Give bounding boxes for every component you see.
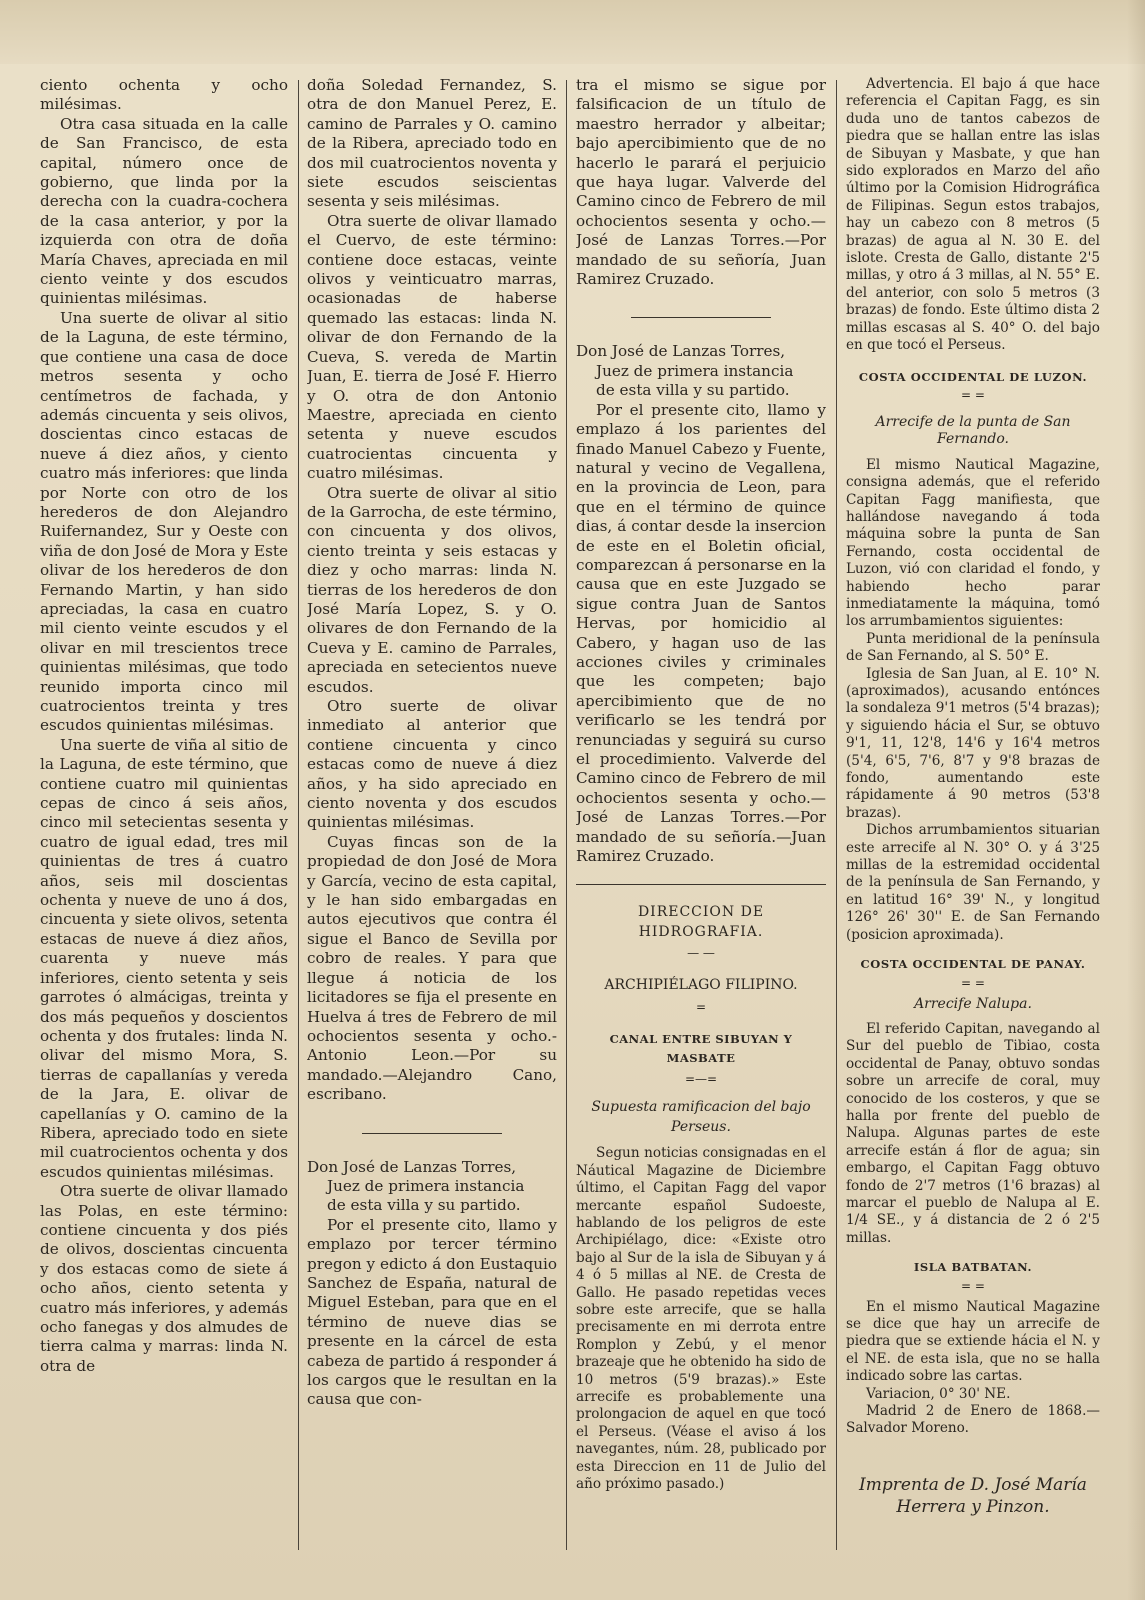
section-subheading: Arrecife Nalupa.: [914, 995, 1032, 1012]
top-margin: [0, 0, 1145, 64]
section-heading: ARCHIPIÉLAGO FILIPINO.: [604, 977, 798, 994]
imprint-line: Herrera y Pinzon.: [896, 1496, 1050, 1517]
paragraph: Madrid 2 de Enero de 1868.— Salvador Moreno.: [846, 1403, 1100, 1437]
separator-rule: [362, 1133, 502, 1134]
section-heading: COSTA OCCIDENTAL DE LUZON.: [858, 369, 1088, 384]
paragraph: tra el mismo se sigue por falsificacion de un título de maestro herrador y albeitar; bajo apercibimiento que de no hacerlo le parará el perjuicio que haya lugar. Valverde del Camino cinco de Febrero de mil ochocientos sesenta y ocho.—José de Lanzas Torres.—Por mandado de su señoría, Juan Ramirez Cruzado.: [576, 76, 826, 289]
column-rule: [298, 80, 299, 1550]
paragraph: Dichos arrumbamientos situarian este arrecife al N. 30° O. y á 3'25 millas de la estremidad occidental de la península de San Fernando, y en latitud 16° 39' N., y longitud 126° 26' 30'' E. de San Fernando (posicion aproximada).: [846, 822, 1100, 943]
edict-heading: de esta villa y su partido.: [596, 381, 790, 400]
section-subheading: Supuesta ramificacion del bajo Perseus.: [591, 1099, 811, 1135]
paragraph: En el mismo Nautical Magazine se dice que hay un arrecife de piedra que se extiende hácia el N. y el NE. de esta isla, que no se halla indicado sobre las cartas.: [846, 1298, 1100, 1385]
paragraph: Por el presente cito, llamo y emplazo á los parientes del finado Manuel Cabezo y Fuente, natural y vecino de Vegallena, en la provincia de Leon, para que en el término de quince dias, á contar desde la insercion de este en el Boletin oficial, comparezcan á personarse en la causa que en este Juzgado se sigue contra Juan de Santos Hervas, por homicidio al Cabero, y hagan uso de las acciones civiles y criminales que les competen; bajo apercibimiento que de no verificarlo se les tendrá por renunciadas y seguirá su curso el procedimiento. Valverde del Camino cinco de Febrero de mil ochocientos sesenta y ocho.—José de Lanzas Torres.—Por mandado de su señoría.—Juan Ramirez Cruzado.: [576, 400, 826, 866]
edict-heading: Don José de Lanzas Torres,: [307, 1157, 517, 1176]
paragraph: doña Soledad Fernandez, S. otra de don Manuel Perez, E. camino de Parrales y O. camino de la Ribera, apreciado todo en dos mil cuatrocientos noventa y siete escudos seiscientas sesenta y seis milésimas.: [307, 76, 557, 211]
paragraph: Otra suerte de olivar al sitio de la Garrocha, de este término, con cincuenta y dos olivos, ciento treinta y seis estacas y diez y ocho marras: linda N. tierras de los herederos de don José María Lopez, S. y O. olivares de don Fernando de la Cueva y E. camino de Parrales, apreciada en setecientos nueve escudos.: [307, 483, 557, 696]
paragraph: Por el presente cito, llamo y emplazo por tercer término pregon y edicto á don Eustaquio Sanchez de España, natural de Miguel Esteban, para que en el término de nueve dias se presente en la cárcel de esta cabeza de partido á responder á los cargos que le resultan en la causa que con-: [307, 1215, 557, 1409]
short-rule: — —: [687, 946, 715, 961]
page-edge-shadow: [1127, 0, 1145, 1600]
short-rule: = =: [961, 1278, 985, 1293]
column-rule: [566, 80, 567, 1550]
paragraph: Otra suerte de olivar llamado las Polas, en este término: contiene cincuenta y dos piés de olivos, doscientas cincuenta y dos estacas como de siete á ocho años, ciento setenta y cuatro más inferiores, y además ocho fanegas y dos almudes de tierra calma y marras: linda N. otra de: [40, 1182, 288, 1375]
paragraph: ciento ochenta y ocho milésimas.: [40, 76, 288, 114]
paragraph: Otra suerte de olivar llamado el Cuervo, de este término: contiene doce estacas, veinte olivos y veinticuatro marras, ocasionadas de haberse quemado las estacas: linda N. olivar de don Fernando de la Cueva, S. vereda de Martin Juan, E. tierra de José F. Hierro y O. otra de don Antonio Maestre, apreciada en ciento setenta y nueve escudos cuatrocientas cincuenta y cuatro milésimas.: [307, 211, 557, 483]
paragraph: El mismo Nautical Magazine, consigna además, que el referido Capitan Fagg manifiesta, que hallándose navegando á toda máquina sobre la punta de San Fernando, costa occidental de Luzon, vió con claridad el fondo, y habiendo hecho parar inmediatamente la máquina, tomó los arrumbamientos siguientes:: [846, 456, 1100, 630]
paragraph: Una suerte de olivar al sitio de la Laguna, de este término, que contiene una casa de doce metros sesenta y ocho centímetros de fachada, y además cincuenta y seis olivos, doscientas cinco estacas de nueve á diez años, y ciento cuatro más inferiores: que linda por Norte con otro de los herederos de don Alejandro Ruifernandez, Sur y Oeste con viña de don José de Mora y Este olivar de los herederos de don Fernando Martin, y han sido apreciadas, la casa en cuatro mil ciento veinte escudos y el olivar en mil trescientos trece quinientas milésimas, que todo reunido importa cinco mil cuatrocientos treinta y tres escudos quinientas milésimas.: [40, 308, 288, 735]
paragraph: Una suerte de viña al sitio de la Laguna, de este término, que contiene cuatro mil quinientas cepas de cinco á seis años, cinco mil setecientas sesenta y cuatro de igual edad, tres mil quinientas de tres á cuatro años, seis mil doscientas ochenta y nueve de uno á dos, cincuenta y siete olivos, setenta estacas de nueve á diez años, cuarenta y nueve más inferiores, ciento setenta y seis garrotes ó almácigas, treinta y dos más pequeños y doscientos ochenta y dos frutales: linda N. olivar del mismo Mora, S. tierras de capallanías y vereda de la Jara, E. olivar de capellanías y O. camino de la Ribera, apreciado todo en siete mil cuatrocientos ochenta y dos escudos quinientas milésimas.: [40, 735, 288, 1181]
column-3: [576, 76, 826, 1586]
printer-imprint: [846, 1474, 1100, 1518]
edict-heading: Don José de Lanzas Torres,: [576, 342, 786, 361]
edict-heading: de esta villa y su partido.: [327, 1196, 521, 1215]
separator-rule: [631, 317, 771, 318]
paragraph: Variacion, 0° 30' NE.: [866, 1385, 1011, 1402]
column-1: [40, 76, 288, 1576]
short-rule: =—=: [684, 1072, 718, 1087]
short-rule: =: [695, 999, 707, 1014]
paragraph: Cuyas fincas son de la propiedad de don José de Mora y García, vecino de esta capital, y le han sido embargadas en autos ejecutivos que contra él sigue el Banco de Sevilla por cobro de reales. Y para que llegue á noticia de los licitadores se fija el presente en Huelva á tres de Febrero de mil ochocientos sesenta y ocho.-Antonio Leon.—Por su mandado.—Alejandro Cano, escribano.: [307, 832, 557, 1104]
section-subheading: Arrecife de la punta de San Fernando.: [875, 413, 1071, 448]
column-rule: [836, 80, 837, 1550]
paragraph: Iglesia de San Juan, al E. 10° N. (aproximados), acusando entónces la sondaleza 9'1 metros (5'4 brazas); y siguiendo hácia el Sur, se obtuvo 9'1, 11, 12'8, 14'6 y 16'4 metros (5'4, 6'5, 7'6, 8'7 y 9'8 brazas de fondo, aumentando este rápidamente á 90 metros (53'8 brazas).: [846, 665, 1100, 821]
paragraph: Otra casa situada en la calle de San Francisco, de esta capital, número once de gobierno, que linda por la derecha con la cuadra-cochera de la casa anterior, y por la izquierda con otra de doña María Chaves, apreciada en mil ciento veinte y dos escudos quinientas milésimas.: [40, 114, 288, 308]
section-heading: DIRECCION DE HIDROGRAFIA.: [637, 904, 765, 940]
short-rule: = =: [961, 387, 985, 402]
column-4: [846, 76, 1100, 1576]
edict-heading: Juez de primera instancia: [327, 1176, 525, 1195]
section-heading: ISLA BATBATAN.: [913, 1260, 1033, 1275]
column-2: [307, 76, 557, 1576]
paragraph: Advertencia. El bajo á que hace referencia el Capitan Fagg, es sin duda uno de tantos cabezos de piedra que se hallan entre las islas de Sibuyan y Masbate, y que han sido explorados en Marzo del año último por la Comision Hidrográfica de Filipinas. Segun estos trabajos, hay un cabezo con 8 metros (5 brazas) de agua al N. 30 E. del islote. Cresta de Gallo, distante 2'5 millas, y otro á 3 millas, al N. 55° E. del anterior, con solo 5 metros (3 brazas) de fondo. Este último dista 2 millas escasas al S. 40° O. del bajo en que tocó el Perseus.: [846, 76, 1100, 354]
paragraph: Segun noticias consignadas en el Náutical Magazine de Diciembre último, el Capitan Fagg del vapor mercante español Sudoeste, hablando de los peligros de este Archipiélago, dice: «Existe otro bajo al Sur de la isla de Sibuyan y á 4 ó 5 millas al NE. de Cresta de Gallo. He pasado repetidas veces sobre este arrecife, que se halla precisamente en mi derrota entre Romplon y Zebú, y el menor brazeaje que he obtenido ha sido de 10 metros (5'9 brazas).» Este arrecife es probablemente una prolongacion de aquel en que tocó el Perseus. (Véase el aviso á los navegantes, núm. 28, publicado por esta Direccion en 11 de Julio del año próximo pasado.): [576, 1145, 826, 1492]
edict-heading: Juez de primera instancia: [596, 361, 794, 380]
paragraph: Punta meridional de la península de San Fernando, al S. 50° E.: [846, 630, 1100, 665]
section-heading: CANAL ENTRE SIBUYAN Y MASBATE: [609, 1031, 793, 1066]
section-heading: COSTA OCCIDENTAL DE PANAY.: [860, 957, 1086, 972]
imprint-line: Imprenta de D. José María: [859, 1474, 1087, 1495]
paragraph: El referido Capitan, navegando al Sur del pueblo de Tibiao, costa occidental de Panay, obtuvo sondas sobre un arrecife de coral, muy conocido de los costeros, y que se halla por frente del pueblo de Nalupa. Algunas partes de este arrecife están á flor de agua; sin embargo, el Capitan Fagg obtuvo fondo de 2'7 metros (1'6 brazas) al marcar el pueblo de Nalupa al E. 1/4 SE., y á distancia de 2 ó 2'5 millas.: [846, 1020, 1100, 1246]
separator-rule: [576, 884, 826, 885]
short-rule: = =: [961, 975, 985, 990]
paragraph: Otro suerte de olivar inmediato al anterior que contiene cincuenta y cinco estacas como de nueve á diez años, y ha sido apreciado en ciento noventa y dos escudos quinientas milésimas.: [307, 697, 557, 832]
